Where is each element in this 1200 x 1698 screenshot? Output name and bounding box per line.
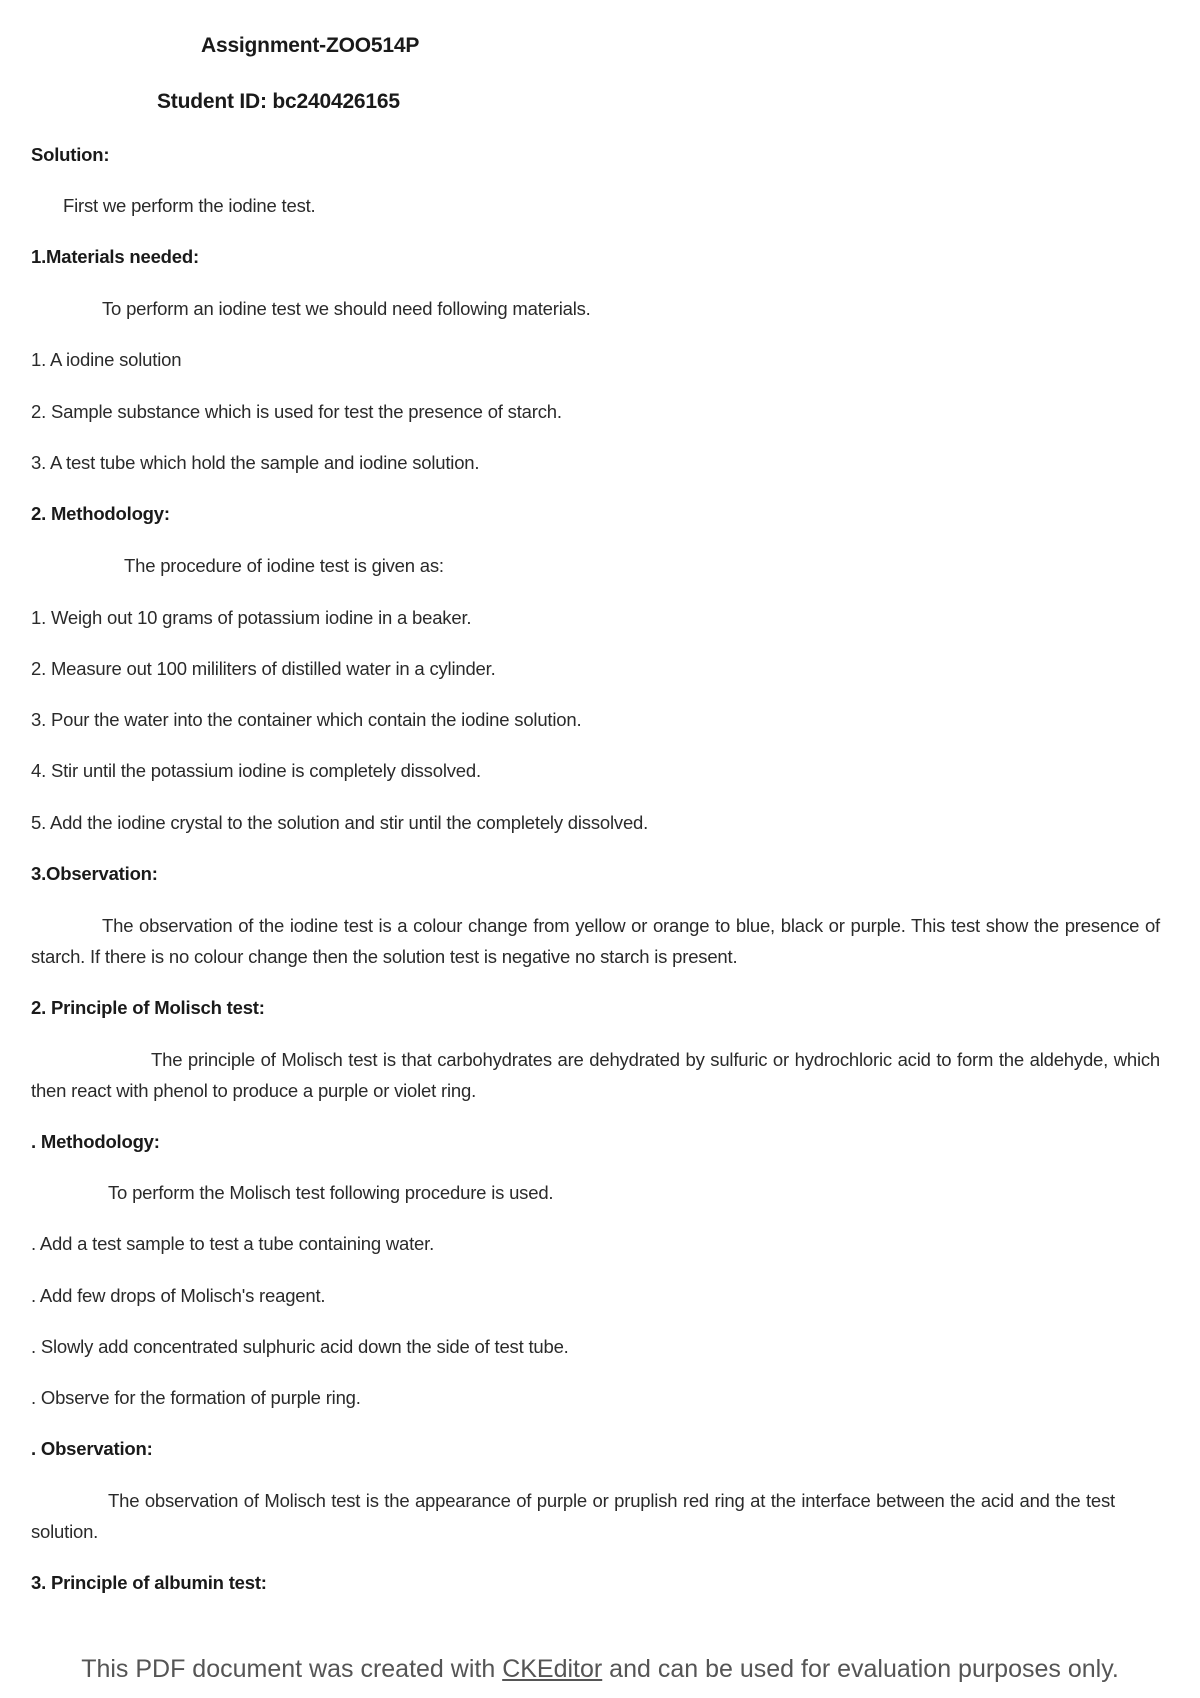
methodology-intro: The procedure of iodine test is given as: [124, 555, 444, 576]
molisch-step: . Add few drops of Molisch's reagent. [31, 1285, 326, 1306]
molisch-observation-paragraph: The observation of Molisch test is the appearance of purple or pruplish red ring at the interface between the acid and the test solution. [31, 1490, 1115, 1542]
materials-item: 3. A test tube which hold the sample and iodine solution. [31, 452, 480, 473]
materials-item: 1. A iodine solution [31, 349, 182, 370]
molisch-step: . Add a test sample to test a tube containing water. [31, 1233, 435, 1254]
materials-heading: 1.Materials needed: [31, 246, 199, 267]
molisch-observation-heading: . Observation: [31, 1438, 153, 1459]
methodology-step: 1. Weigh out 10 grams of potassium iodine in a beaker. [31, 607, 472, 628]
molisch-step: . Slowly add concentrated sulphuric acid down the side of test tube. [31, 1336, 569, 1357]
materials-intro: To perform an iodine test we should need following materials. [102, 298, 591, 319]
observation-heading: 3.Observation: [31, 863, 158, 884]
observation-paragraph: The observation of the iodine test is a colour change from yellow or orange to blue, black or purple. This test show the presence of starch. If there is no colour change then the solution test is negative no starch is present. [31, 915, 1160, 967]
molisch-principle-paragraph: The principle of Molisch test is that carbohydrates are dehydrated by sulfuric or hydrochloric acid to form the aldehyde, which then react with phenol to produce a purple or violet ring. [31, 1049, 1160, 1101]
methodology-step: 3. Pour the water into the container which contain the iodine solution. [31, 709, 582, 730]
ckeditor-link[interactable]: CKEditor [502, 1655, 603, 1683]
methodology-step: 2. Measure out 100 mililiters of distilled water in a cylinder. [31, 658, 496, 679]
methodology-step: 5. Add the iodine crystal to the solution and stir until the completely dissolved. [31, 812, 649, 833]
methodology-heading: 2. Methodology: [31, 503, 170, 524]
student-id: Student ID: bc240426165 [157, 90, 400, 113]
molisch-methodology-intro: To perform the Molisch test following procedure is used. [108, 1182, 554, 1203]
assignment-title: Assignment-ZOO514P [201, 34, 420, 57]
methodology-step: 4. Stir until the potassium iodine is completely dissolved. [31, 760, 481, 781]
footer-suffix: and can be used for evaluation purposes only. [602, 1655, 1119, 1683]
materials-item: 2. Sample substance which is used for test the presence of starch. [31, 401, 562, 422]
molisch-principle-heading: 2. Principle of Molisch test: [31, 997, 265, 1018]
molisch-step: . Observe for the formation of purple ring. [31, 1387, 361, 1408]
evaluation-footer [0, 1655, 1200, 1684]
albumin-heading: 3. Principle of albumin test: [31, 1572, 267, 1593]
molisch-methodology-heading: . Methodology: [31, 1131, 160, 1152]
footer-prefix: This PDF document was created with [81, 1655, 503, 1683]
solution-label: Solution: [31, 144, 110, 165]
intro-text: First we perform the iodine test. [63, 195, 316, 216]
